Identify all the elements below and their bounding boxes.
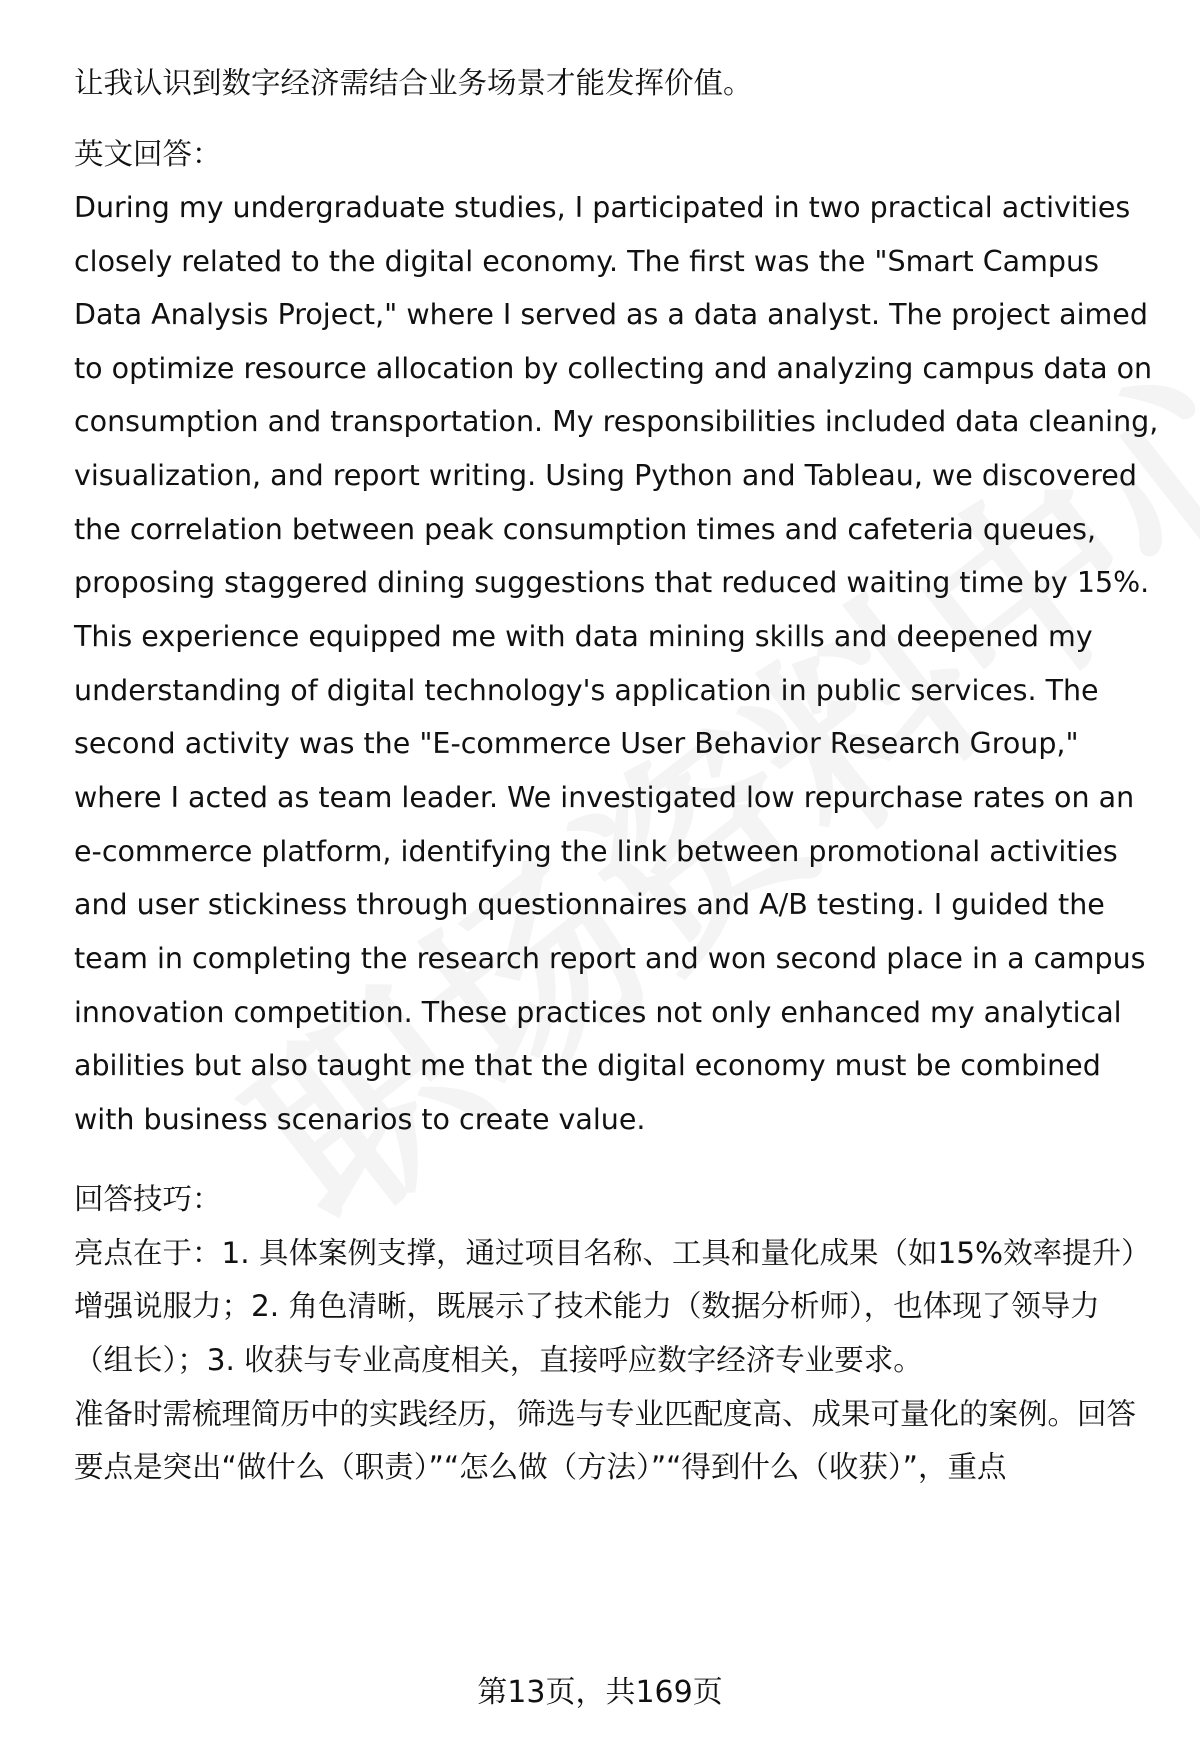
- paragraph-line: consumption and transportation. My responsibilities included data cleaning,: [74, 405, 1159, 438]
- paragraph-line: the correlation between peak consumption times and cafeteria queues,: [74, 513, 1097, 546]
- paragraph-line: During my undergraduate studies, I participated in two practical activities: [74, 191, 1131, 224]
- paragraph-line: to optimize resource allocation by collecting and analyzing campus data on: [74, 352, 1153, 385]
- paragraph-line: e-commerce platform, identifying the link between promotional activities: [74, 835, 1118, 868]
- tips-line: 增强说服力；2. 角色清晰，既展示了技术能力（数据分析师），也体现了领导力: [74, 1289, 1100, 1323]
- paragraph-line: visualization, and report writing. Using Python and Tableau, we discovered: [74, 459, 1137, 492]
- paragraph-line: understanding of digital technology's application in public services. The: [74, 674, 1099, 707]
- paragraph-line: where I acted as team leader. We investigated low repurchase rates on an: [74, 781, 1135, 814]
- paragraph-line: abilities but also taught me that the digital economy must be combined: [74, 1049, 1101, 1082]
- paragraph-line: innovation competition. These practices not only enhanced my analytical: [74, 996, 1122, 1029]
- tips-line: 亮点在于：1. 具体案例支撑，通过项目名称、工具和量化成果（如15%效率提升）: [74, 1236, 1151, 1270]
- paragraph-line: and user stickiness through questionnaires and A/B testing. I guided the: [74, 888, 1105, 921]
- paragraph-line: second activity was the "E-commerce User Behavior Research Group,": [74, 727, 1079, 760]
- previous-paragraph-end: 让我认识到数字经济需结合业务场景才能发挥价值。: [74, 66, 753, 100]
- paragraph-line: Data Analysis Project," where I served as a data analyst. The project aimed: [74, 298, 1148, 331]
- paragraph-line: proposing staggered dining suggestions that reduced waiting time by 15%.: [74, 566, 1150, 599]
- page-number: 第13页，共169页: [477, 1675, 723, 1710]
- paragraph-line: with business scenarios to create value.: [74, 1103, 646, 1136]
- paragraph-line: This experience equipped me with data mining skills and deepened my: [74, 620, 1093, 653]
- tips-line: 准备时需梳理简历中的实践经历，筛选与专业匹配度高、成果可量化的案例。回答: [74, 1397, 1137, 1431]
- tips-heading: 回答技巧：: [74, 1182, 222, 1216]
- paragraph-line: closely related to the digital economy. The first was the "Smart Campus: [74, 245, 1099, 278]
- paragraph-line: team in completing the research report and won second place in a campus: [74, 942, 1146, 975]
- tips-line: （组长）；3. 收获与专业高度相关，直接呼应数字经济专业要求。: [74, 1343, 923, 1377]
- tips-line: 要点是突出“做什么（职责）”“怎么做（方法）”“得到什么（收获）”，重点: [74, 1450, 1007, 1484]
- watermark: [184, 363, 1200, 1278]
- english-answer-heading: 英文回答：: [74, 137, 222, 171]
